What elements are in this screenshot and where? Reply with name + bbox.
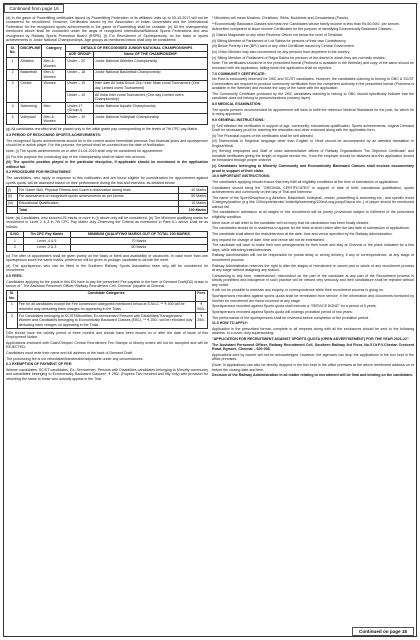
cell-category: Women [42, 80, 66, 102]
cell-category: Men & Women [42, 69, 66, 80]
cell-marks: 50 Marks [179, 193, 208, 200]
para-10e: Mere issue of call letter to the candidate will not imply that his candidature has been finally cleared. [212, 220, 370, 225]
table-row [7, 103, 208, 114]
cell-fee: ₹ 250/- [195, 313, 207, 329]
para-auth-ii: (ii) Sitting Member of Parliament of Lok Sabha for persons of their own Constituency. [212, 38, 347, 43]
cell-marks: 70 Marks [70, 238, 207, 245]
table-row [7, 193, 208, 200]
table-row [7, 200, 208, 207]
cell-no: (i) [7, 187, 18, 194]
age-th-age: AGE GROUP [66, 51, 94, 58]
intro-paragraph: (d) In the game of Powerlifting certificates issued by Powerlifting Federation or its affiliated units up to 05-10-2017 will not be considered for recruitment. However, Certificates issued by the Association of Indian Universities and the International Federation for the recognized sports achievements in the game of Powerlifting shall be consider. (e) All the championship mentioned above shall be conducted under the aegis of recognized International/National Sports Federations and also recognized by Railway Sports Promotion Board (RSPB). (f) For Recruitment of Sportspersons, on the basis of sports achievements in Junior National Championships, Age groups as mentioned below shall only be considered: [6, 16, 208, 43]
cell-marks: 10 Marks [179, 200, 208, 207]
para-7b: The Community Certificate produced by the OBC candidates claiming to belong to OBC should specifically indicate that the candidate does not belong to persons/sections (creamy layer). [212, 91, 414, 101]
age-th-cat: Category [42, 45, 66, 58]
cell-championship: Junior National Basketball Championship [93, 69, 207, 80]
cell-no: 1 [7, 238, 24, 245]
pay-th-sn: S.NO. [7, 231, 24, 238]
cell-no: 3 [7, 80, 19, 102]
continued-from-banner: Continued from page 16 [4, 4, 64, 13]
cell-no: 1 [7, 301, 18, 312]
para-7: No Post is exclusively reserved for OBC and SC/ST candidates. However, the candidates claiming to belong to OBC & SC/ST Communities are required to produce community certificates from the competent authority in the prescribed format (Proforma is available in the Website) and enclose the copy of the same with the application. [212, 77, 414, 91]
table-row [7, 69, 208, 80]
para-10g: The candidate shall attend the trials/interview at the date, time and venue specified by the Railway Administration. [212, 231, 393, 236]
cell-discipline: Swimming [19, 103, 42, 114]
cell-age: Under-17 (Group-I) [66, 103, 94, 114]
cell-no: 1 [7, 58, 19, 69]
cell-desc: For Game Skill, Physical Fitness and Coach's observation during trials [17, 187, 178, 194]
para-9c: (iii) Testimonials in Regional language other than English or Hindi should be accompanied by an attested translation in English/Hindi. [212, 139, 414, 148]
note-4-3: Note: (i) The sports achievements on or after 01-04-2019 shall only be considered for appointment. [6, 148, 164, 153]
heading-7: 7.0 COMMUNITY CERTIFICATE: [212, 71, 266, 76]
cell-no: 2 [7, 69, 19, 80]
para-9d: (iv) Serving employees and Staff of close administrative offices of Railway Organisations "No Objection Certificate" and bonafide certificates giving the length of regular service etc., from the employer should be attached and this application should be forwarded through proper channel. [212, 149, 414, 163]
para-6: Candidates applying for the posts in this EN have to pay the prescribed Fee payable in the form of Demand Draft(DD) drawn in favour of " The Assistant Personnel Officer/ Railway Recruitment Cell, Chennai" payable at Chennai. [6, 279, 208, 289]
cell-age: Under – 19 [66, 114, 94, 125]
para-11d: Applications sent by courier will not be acknowledged. However, the agencies can drop the applications in the box kept in the office premises. [212, 352, 414, 362]
fee-table [6, 290, 208, 329]
table-row [7, 238, 208, 245]
para-dd4: The processing fee is not refundable/transferable/adjustable under any circumstances. [6, 356, 144, 361]
table-row [7, 207, 208, 214]
cell-no: 5 [7, 114, 19, 125]
cell-marks: 60 Marks [70, 244, 207, 251]
para-11b: "APPLICATION FOR RECRUITMENT AGAINST SPORTS QUOTA (OPEN ADVERTISEMENT) FOR THE YEAR 2021-22". [212, 337, 410, 342]
para-authorities: Authorities competent to issue Income Certificates for the purpose of identifying Economically Backward Classes:- [212, 27, 394, 32]
cell-category: Men [42, 103, 66, 114]
pay-th-marks: MINIMUM QUALIFYING MARKS OUT OF TOTAL 100 MARKS [70, 231, 207, 238]
cell-discipline: Athletics [19, 58, 42, 69]
cell-category: Fee for all candidates except the Fee concession categories mentioned below at S.No.2. ** ₹ 400 will be refunded duly deducting bank charges on appearing in the Trials [17, 301, 195, 312]
cell-marks: 100 Marks [179, 207, 208, 214]
table-row [7, 80, 208, 91]
para-10j: Railway Administration will not be responsible for postal delay or wrong delivery, if any of correspondence, at any stage of recruitment process. [212, 253, 414, 262]
cell-age: Under – 19 [66, 91, 94, 102]
para-8: The sports persons recommended for appointment will have to fulfill the minimum Medical Standards for the post, for which he is being appointed. [212, 107, 414, 117]
para-10i: The candidate will have to make their own arrangements for their travel and stay at Chennai or the place indicated for a few days, while attending trials/interviews. [212, 243, 414, 252]
para-10n: Sportspersons recruited against sports quota shall be terminated from service, if the information and documents furnished by him/her for recruitment are found incorrect at any stage. [212, 294, 414, 303]
continued-on-banner: Continued on page 18 [352, 627, 414, 636]
cell-no: (ii) [7, 193, 18, 200]
para-10b: Candidates should bring the "ORIGINAL CERTIFICATES" in support of date of birth, educational qualification, sports achievements and community on the day of Trial and Interview. [212, 185, 414, 195]
cell-age: Under – 19 [66, 80, 94, 91]
table-row [7, 301, 208, 312]
age-th-sl: Sl. No. [7, 45, 19, 58]
cell-category: For Candidates belonging to SC/ST/Minorities, Ex-servicemen/ Persons with Disabilities/Transgenders/ Women and Candidates belonging to Economically Backward Classes (EBC). ** ₹ 250/- will be refunded duly deducting bank charges on appearing in the Trials. [17, 313, 195, 329]
cell-category: Men & Women [42, 114, 66, 125]
right-column [212, 16, 414, 379]
para-dd2: Applications enclosed with Cash/Cheque/ Central Recruitment Fee Stamps or Money orders will not be accepted and will be REJECTED. [6, 340, 208, 350]
age-th-name: Name OF THE CHAMPIONSHIP [93, 51, 207, 58]
cell-level: Level -4 & 5 [23, 238, 70, 245]
para-10c: The name of the Sport/Discipline e.g Athletics, Basketball, Volleyball, cricket, powerlifting & swimming etc., and specific event /Category/position (e.g like 100m/pole/stroke/ butterfly/swimming/100m/Long-jump/Discus etc.,) of player should be mentioned without fail. [212, 195, 414, 209]
cell-discipline: Cricket [19, 80, 42, 102]
heading-9: 9.0 GENERAL INSTRUCTIONS: [212, 117, 265, 122]
para-5-2: The candidates, who apply in response to this notification and are found eligible for consideration for appointment against sports quota, will be assessed based on their performance during the trial and interview, as detailed below: [6, 176, 208, 185]
cell-no [7, 207, 18, 214]
heading-8: 8.0 MEDICAL EXAMINATION: [212, 102, 262, 106]
para-4-3-ii: (ii) For this purpose the concluding day of the championship shall be taken into account. [6, 154, 146, 159]
cell-championship: Junior National Athletics Championship [93, 58, 207, 69]
cell-discipline: Volleyball [19, 114, 42, 125]
para-4-3: The recognised Sports achievements should be in the current and/or immediate previous Two financial years and sportsperson should be in active player. For this purpose, the period shall be counted from the date of Notification. [6, 138, 208, 148]
heading-6-1: 6.1 EXEMPTION OF PAYMENT OF FEE: [6, 362, 73, 367]
cell-no: 2 [7, 244, 24, 251]
para-10h: Any request for change of date, time and venue will not be entertained. [212, 237, 325, 242]
para-11a: Application in the prescribed format, complete in all respects along with all the enclosures should be sent to the following address, in a cover, duly superscribing: [212, 326, 414, 336]
para-dd3: Candidates must write their name and full address at the back of Demand Draft. [6, 350, 133, 355]
age-th-disc: DISCIPLINE [19, 45, 42, 58]
para-11c: The Assistant Personnel Officer, Railway Recruitment Cell, Southern Railway 3rd Floor, No.5 Dr.P.V.Cherian Crescent Road, Egmore, Chennai – 600 008. [212, 342, 414, 352]
para-6-1: Women candidates, SC/ST candidates, Ex- Servicemen, Persons with Disabilities candidates belonging to Minority community and candidates belonging to Economically Backward Classes*: ₹ 250/- (Rupees Two hundred and fifty only) with provision for refunding the same to those who actually appear in the Trial. [6, 367, 208, 381]
fee-th-cat: Candidate Categories [17, 290, 195, 301]
cell-level: Level -2 & 3 [23, 244, 70, 251]
heading-5-2: 5.2 PROCEDURE FOR RECRUITMENT: [6, 170, 72, 175]
para-auth-i: (i) District Magistrate or any other Revenue Officer not below the level of Tehsildar. [212, 33, 343, 38]
cell-desc: For assessment of recognised sports achievements as per Norms [17, 193, 178, 200]
heading-6: 6.0 FEES: [6, 273, 23, 278]
table-row [7, 313, 208, 329]
left-column [6, 16, 208, 383]
cell-desc: Total [17, 207, 178, 214]
para-c: (c) The offer of appointment shall be given purely on the basis of Merit and availability of vacancies. In case more than one sportsperson score the same marks, preference will be given to younger candidate to decide the merit. [6, 253, 208, 263]
cell-discipline: Basketball [19, 69, 42, 80]
para-9a: (i) Self attested the certificates in support of age, community, educational qualification, Sports achievements, original Demand Draft for necessary proof for claiming fee relaxation and other enclosed along with the application form. [212, 123, 414, 132]
cell-championship: Junior National Aquatic Championship [93, 103, 207, 114]
para-d: (d) The sportsperson who can be fitted in the Southern Railway Sports Association team only will be considered for recruitment. [6, 263, 208, 273]
heading-10: 10.0 IMPORTANT INSTRUCTIONS: [212, 174, 271, 179]
heading-4-3: 4.3 PERIOD OF RECKONING SPORTS ACHIEVEMENTS: [6, 133, 102, 138]
cell-no: 4 [7, 103, 19, 114]
note-ebc: **Economically Backward Classes will mean the Candidates whose family income is less than Rs.50,000/- per annum. [212, 21, 400, 26]
cell-marks: 40 Marks [179, 187, 208, 194]
table-row [7, 58, 208, 69]
note-g: (g) All candidates recruited shall be placed only in the initial grade pay corresponding to the levels of 7th CPC pay Matrix. [6, 127, 199, 132]
table-row [7, 244, 208, 251]
fee-th-sn: Sl. No. [7, 290, 18, 301]
fee-th-fee: Fees [195, 290, 207, 301]
heading-11: 11.0 HOW TO APPLY: [212, 321, 248, 326]
note-minorities: * Minorities will mean Muslims, Christians, Sikhs, Buddhists and Zoroastrians (Parsis). [212, 16, 349, 20]
note-marks: Note: (a) Candidates, who secured 25 marks or more in (i) above only will be considered. (b) The Minimum qualifying marks for recruitment in Level 2 & 3 in 7th CPC Pay Matrix duly Observing the Criteria as mentioned in Para 5.1 above shall be as follows: [6, 215, 208, 229]
para-auth-iv: (iv) Union Minister may also recommend for any persons from anywhere in the country. [212, 50, 351, 55]
cell-championship: All India Inter zonal Tournament (One day Limited overs Championship) [93, 91, 207, 102]
age-group-table [6, 44, 208, 125]
para-auth-iii: (iii) Below Poverty Line (BPL) card or any other Certificate issued by Central Government. [212, 44, 355, 49]
cell-desc: Educational Qualification [17, 200, 178, 207]
para-11e: (Note: In applications can also be directly dropped in the box kept in the office premises at the above mentioned address on or before the closing date and time. [212, 363, 414, 372]
para-4-3-iii: (iii) The specific position played in the particular discipline, if applicable should be mentioned in the application without fail. [6, 160, 208, 169]
para-auth-v: (v) Sitting Member of Parliament of Rajya Sabha for persons of the district in which they are normally resides. [212, 55, 386, 60]
table-row [7, 114, 208, 125]
para-10d: The candidature/ admission at all stages of this recruitment will be purely provisional subject to fulfilment of the prescribed eligibility condition. [212, 210, 414, 219]
para-10a: The candidates applying should ensure that they fulfil all eligibility conditions at the time of submission of applications. [212, 179, 399, 184]
age-th-details: DETAILS OF RECOGNISED JUNIOR NATIONAL CHAMPIONSHIPS [66, 45, 208, 52]
para-10l: Canvassing in any form, misbehaviour, misconduct on the part of the candidate at any part of the Recruitment process is strictly prohibited and indulgence in such practice will be viewed very seriously and their candidature shall be rejected without any notice. [212, 273, 414, 287]
cell-championship: Inter date All India Knock Out / Inter State zonal Tournament (One day Limited overs Tournament) [93, 80, 207, 91]
para-10q: The performance of the sportspersons shall be reviewed before completion of the probation period. [212, 315, 370, 320]
cell-no: 2 [7, 313, 18, 329]
pay-th-level: 7th CPC Pay Matrix [23, 231, 70, 238]
cell-age: Under – 18 [66, 69, 94, 80]
note-format: Note: The certificates should be in the prescribed format (Proforma is available in the Website) and copy of the same should be enclosed with the application, failing which the application shall be rejected. [212, 61, 414, 70]
para-11f: Decision of the Railway Administration in all matter relating to recruitment will be final and binding on the candidates. [212, 373, 413, 378]
pay-matrix-table [6, 231, 208, 252]
para-dd: DDs should have the validity period of three months and should have been issued on or after the date of issue of this Employment Notice. [6, 330, 208, 340]
para-10f: The candidates should be in readiness to appear for the trials at short notice after the last date of submission of applications. [212, 226, 410, 231]
cell-fee: ₹ 500/- [195, 301, 207, 312]
marks-table [6, 186, 208, 214]
para-9b: (ii) The Photostat copies of the certificates shall be self attested. [212, 133, 314, 138]
table-row [7, 187, 208, 194]
cell-no: (iii) [7, 200, 18, 207]
cell-category: Men & Women [42, 58, 66, 69]
para-9e: (v) Candidates belonging to Minority Community and Economically Backward Classes shall enclose documentary proof in support of their claim. [212, 164, 414, 173]
para-10k: Railway Administration reserves the right to alter the stages of recruitment or cancel part or whole of any recruitment process at any stage without assigning any reason. [212, 263, 414, 273]
cell-championship: Junior National Volleyball Championship [93, 114, 207, 125]
cell-age: Under – 20 [66, 58, 94, 69]
para-10p: Sportspersons recruited against Sports quota will undergo probation period of two years. [212, 309, 353, 314]
para-10o: Sportspersons recruited against Sports quota shall execute a "SERVICE BOND" for a period of 5 years. [212, 304, 377, 309]
para-10m: It will not be possible to entertain any enquiry or correspondence while their recruitment process is going on. [212, 288, 384, 293]
